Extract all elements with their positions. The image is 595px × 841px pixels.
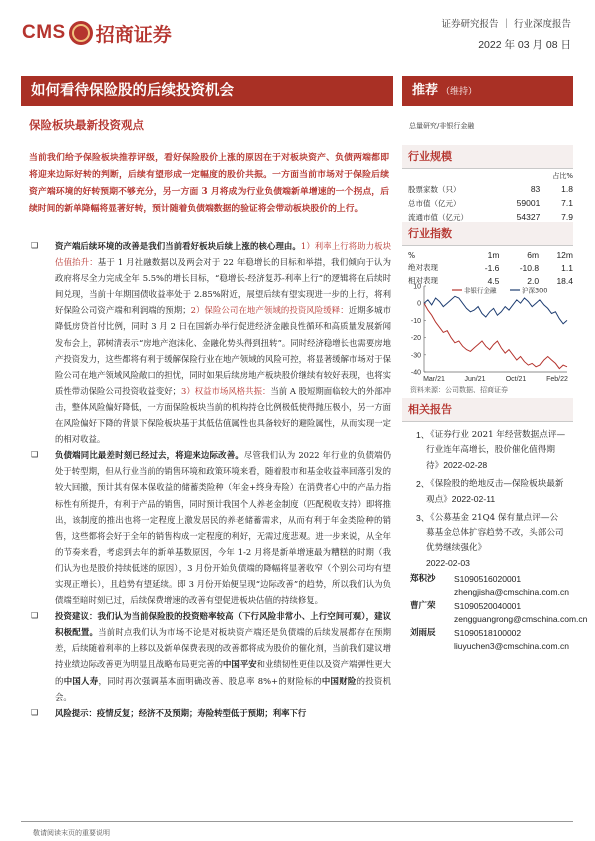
cell: 4.5	[487, 275, 500, 286]
related-reports-panel	[402, 398, 573, 575]
item-number: 1、	[416, 430, 430, 440]
footer-note: 敬请阅读末页的重要说明	[33, 829, 110, 837]
logo-seal-icon	[69, 21, 93, 45]
series-line-nonbank	[424, 303, 567, 368]
y-tick-label: 0	[417, 300, 421, 308]
para-text: 和业绩韧性更佳以及资产端弹性更大的	[55, 659, 392, 686]
cell: 18.4	[556, 275, 573, 286]
report-body	[31, 238, 391, 721]
x-tick-label: Feb/22	[546, 376, 568, 383]
col-header: 6m	[527, 250, 540, 260]
item-number: 3、	[416, 513, 430, 523]
y-tick-label: -20	[410, 335, 421, 343]
analyst-email[interactable]: liuyuchen3@cmschina.com.cn	[454, 641, 569, 652]
body-paragraph-risk	[31, 705, 391, 721]
row-pct: 7.1	[561, 198, 573, 208]
industry-scale-table	[408, 169, 573, 224]
para-text: 当前时点我们认为市场不论是对板块资产端还是负债端的后续发展都存在预期差，后续随着利率的上移以及新单保费表现的改善都将成为股价的催化剂，当前我们建议增持业绩边际改善更为明显且战略布局更完善的	[55, 627, 391, 670]
stock-china-life: 中国人寿	[63, 675, 99, 686]
table-row	[408, 182, 573, 196]
footer-divider	[21, 821, 573, 822]
row-label: 绝对表现	[408, 263, 438, 272]
cell: -10.8	[519, 262, 540, 273]
related-report-item[interactable]	[416, 511, 566, 572]
para-lead: 投资建议：我们认为当前保险股的投资赔率较高（下行风险非常小、上行空间可观），建议积极配置。	[55, 611, 391, 638]
table-row	[408, 261, 573, 274]
logo-text-cn: 招商证券	[95, 23, 172, 46]
logo-text-en: CMS	[22, 22, 66, 43]
cell: 1.1	[561, 262, 573, 273]
bullet-icon: ❑	[31, 707, 39, 717]
point-3-text: 当前 A 股短期面临较大的外部冲击，整体风险偏好降低，一方面保险板块当前的机构持仓比例极低使得抛压极小，另一方面在风险偏好下降的背景下保险板块基于其低估值属性也具备较好的避险属性，从而实现一定的相对收益。	[55, 385, 391, 445]
y-tick-label: -40	[410, 369, 421, 377]
col-header: 12m	[556, 250, 573, 260]
row-label: 流通市值（亿元）	[408, 212, 468, 222]
recommendation-note: （维持）	[441, 87, 478, 97]
analyst-row	[410, 600, 573, 613]
body-paragraph-liability	[31, 447, 391, 608]
pct-header: 占比%	[552, 171, 573, 180]
report-title: 如何看待保险股的后续投资机会	[21, 76, 393, 106]
row-label: 相对表现	[408, 276, 438, 285]
y-tick-label: -10	[410, 317, 421, 325]
stock-picc: 中国财险	[321, 675, 357, 686]
para-lead: 资产端后续环境的改善是我们当前看好板块后续上涨的核心理由。	[55, 241, 301, 251]
row-pct: 1.8	[561, 184, 573, 194]
analyst-name: 刘雨辰	[410, 627, 436, 638]
point-2-heading: 2）保险公司在地产领域的投资风险缓释：	[190, 305, 349, 316]
x-tick-label: Jun/21	[464, 376, 486, 383]
report-date: 2022-02-11	[451, 494, 496, 504]
para-text: ，同时再次强调基本面明确改善、股息率 8%+的财险标的	[98, 675, 322, 686]
y-tick-label: -30	[410, 352, 421, 360]
research-category: 总量研究/非银行金融	[409, 122, 475, 130]
row-label: 股票家数（只）	[408, 184, 461, 194]
item-number: 2、	[416, 479, 430, 489]
col-header: 1m	[487, 250, 500, 260]
analyst-code: S1090516020001	[454, 574, 522, 584]
x-tick-label: Mar/21	[423, 376, 445, 383]
row-value: 54327	[516, 212, 541, 222]
recommendation-label: 推荐	[412, 83, 439, 98]
report-date: 2022-02-03	[426, 558, 470, 568]
y-tick-label: 10	[413, 283, 421, 291]
para-lead: 负债端同比最差时刻已经过去，将迎来边际改善。	[55, 450, 244, 461]
analyst-code: S1090518100002	[454, 627, 522, 638]
legend-label: 沪深300	[522, 286, 548, 295]
industry-scale-panel	[402, 145, 573, 224]
analyst-email[interactable]: zhengjisha@cmschina.com.cn	[454, 587, 569, 598]
bullet-icon: ❑	[31, 450, 39, 460]
bullet-icon: ❑	[31, 611, 39, 621]
report-link-title[interactable]: 《证券行业 2021 年经营数据点评—行业连年高增长，股价催化值得期待》	[426, 430, 566, 471]
analyst-name: 郑积沙	[410, 574, 436, 584]
point-3-heading: 3）权益市场风格共振：	[181, 385, 271, 396]
point-1-heading: 1）利率上行将助力板块估值抬升：	[55, 241, 392, 268]
legend-label: 非银行金融	[464, 286, 497, 295]
row-value: 83	[530, 184, 541, 194]
para-text: 尽管我们认为 2022 年行业的负债端仍处于转型期，但从行业当前的销售环境和政策环境来看，随着股市和基金收益率回落引发的较大回撤，预计其有保本保收益的储蓄类险种（年金+终身寿险）在消费者心中的产品力指标性有所提升，有利于产品的销售，同时预计我国个人养老金制度（匹配税收支持）即将推出，该制度的推出也将一定程度上激发居民的养老储蓄需求，从而有利于年金类险种的销售，这些都将会好于全年的销售构成一定程度的利好，无需过度悲观。进一步来说，从全年的节奏来看，考虑到去年的新单基数原因，今年 1-2 月将是新单增速最为糟糕的时期（我们认为也是股价持续低迷的原因），3 月份开始负债端的降幅将显著收窄（个别公司均有望实现正增长），且趋势有望延续。即 3 月份开始便呈现“边际改善”的趋势，所以我们认为负债端至暗时刻已过，后续保费增速的改善有望促进板块估值的持续修复。	[55, 450, 391, 606]
industry-index-heading: 行业指数	[402, 222, 573, 246]
report-link-title[interactable]: 《公募基金 21Q4 保有量点评—公募基金总体扩容趋势不改，头部公司优势继续强化》	[426, 513, 564, 553]
row-label: 总市值（亿元）	[408, 198, 461, 208]
analyst-code: S1090520040001	[454, 600, 522, 611]
point-2-text: 近期多城市降低房贷首付比例，同时 3 月 2 日在国新办举行促进经济金融良性循环和高质量发展新闻发布会上，郭树清表示“房地产泡沫化、金融化势头得到扭转”。同时经济稳增长也需要房地产投资发力，这些都将有利于缓解保险行业在地产领域的风险可控，将显著缓解市场对于保险公司在地产领域风险敞口的担忧，同时如果后续房地产板块股价继续有较好表现，也将实质性带动保险公司投资收益变好；	[55, 305, 392, 396]
report-date: 2022-02-28	[443, 460, 488, 470]
bullet-icon: ❑	[31, 241, 39, 250]
related-report-item[interactable]	[416, 477, 566, 508]
table-row	[408, 196, 573, 210]
body-paragraph-advice	[31, 608, 391, 705]
point-1-text: 基于 1 月社融数据以及两会对于 22 年稳增长的目标和举措，我们倾向于认为政府将尽全力完成全年 5.5%的增长目标，“稳增长-经济复苏-利率上行”的逻辑将在后续时间兑现，当前十年期国债收益率处于 2.85%附近，展望后续有望实现进一步的上行，将利好保险公司资产端和利润端的预期；	[55, 257, 391, 316]
row-pct: 7.9	[561, 212, 573, 222]
x-tick-label: Oct/21	[505, 376, 527, 383]
index-chart	[402, 278, 573, 386]
cell: 2.0	[527, 275, 540, 286]
related-report-item[interactable]	[416, 428, 566, 474]
summary-paragraph: 当前我们给予保险板块推荐评级，看好保险股价上涨的原因在于对板块资产、负债两端都即将迎来边际好转的判断，后续有望形成一定幅度的股价共振。一方面当前市场对于保险后续资产端环境的好转预期不够充分，另一方面 3 月将成为行业负债端新单增速的一个拐点，后续时间的新单降幅将显著好转，预计随着负债端数据的验证将会带动板块股价的上行。	[29, 153, 389, 214]
report-link-title[interactable]: 《保险股的绝地反击—保险板块最新观点》	[426, 479, 564, 505]
related-reports-list	[416, 428, 566, 572]
header-meta	[441, 16, 571, 52]
cell: -1.6	[484, 262, 500, 273]
analyst-contacts	[410, 573, 588, 653]
para-text: 的投资机会。	[55, 675, 392, 702]
body-paragraph-asset	[31, 238, 391, 447]
industry-scale-heading: 行业规模	[402, 145, 573, 169]
stock-ping-an: 中国平安	[223, 659, 257, 670]
analyst-row	[410, 627, 573, 640]
col-header: %	[408, 250, 416, 260]
related-reports-heading: 相关报告	[402, 398, 573, 422]
analyst-row	[410, 573, 573, 586]
row-value: 59001	[516, 198, 541, 208]
report-type: 证券研究报告 ｜ 行业深度报告	[441, 19, 571, 30]
report-subtitle: 保险板块最新投资观点	[29, 118, 144, 132]
company-logo	[22, 18, 172, 48]
report-date: 2022 年 03 月 08 日	[478, 39, 571, 51]
analyst-name: 曹广荣	[410, 600, 436, 611]
recommendation-badge	[402, 76, 573, 106]
analyst-email[interactable]: zengguangrong@cmschina.com.cn	[454, 614, 588, 625]
risk-warning: 风险提示：疫情反复；经济不及预期；寿险转型低于预期；利率下行	[55, 707, 307, 718]
series-line-hs300	[424, 296, 567, 324]
chart-source: 资料来源：公司数据、招商证券	[410, 386, 508, 394]
index-chart-svg	[402, 278, 573, 386]
